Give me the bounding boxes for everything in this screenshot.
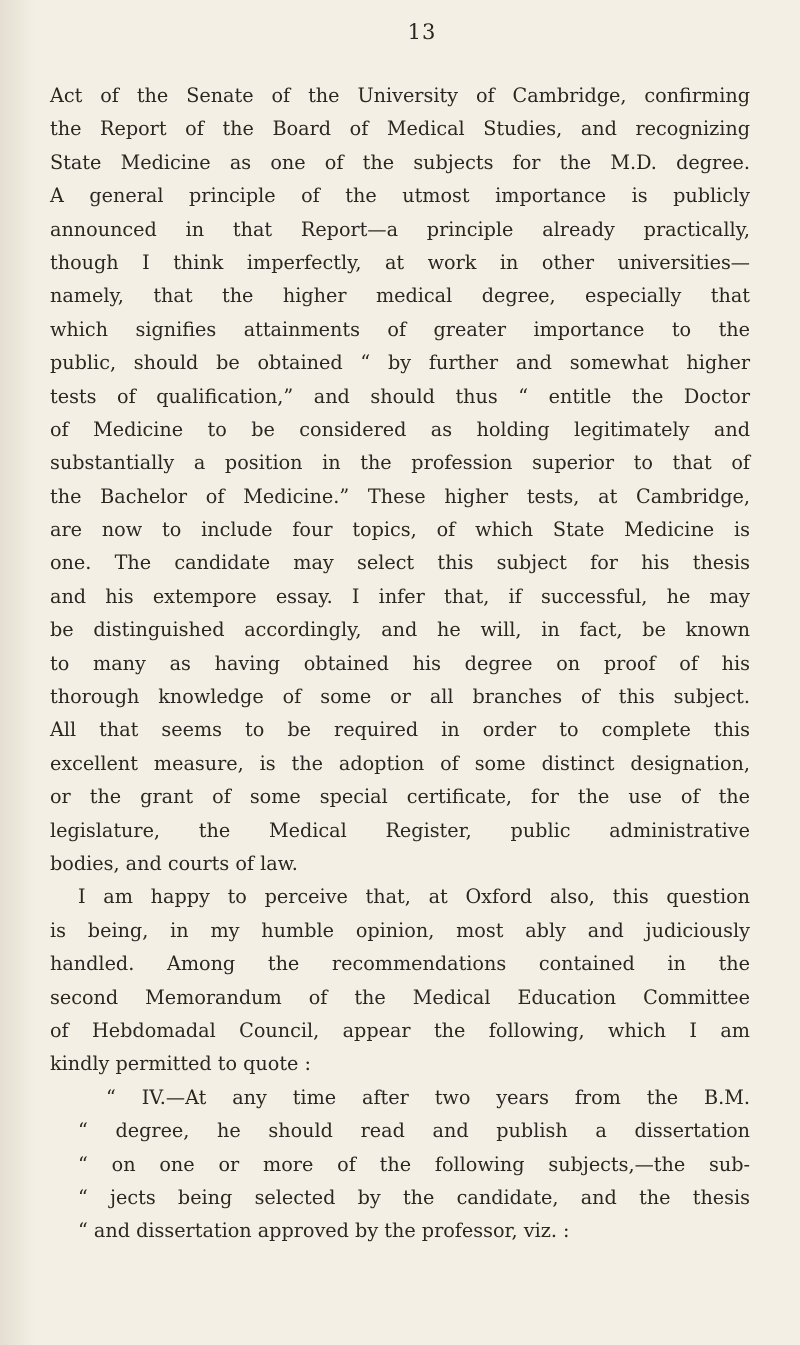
text-line: to many as having obtained his degree on proof of his bbox=[50, 651, 750, 675]
quote-line: “ on one or more of the following subjects,—the sub- bbox=[78, 1152, 750, 1176]
text-line: be distinguished accordingly, and he will, in fact, be known bbox=[50, 618, 750, 642]
text-line: tests of qualification,” and should thus “ entitle the Doctor bbox=[50, 384, 750, 408]
text-line: of Medicine to be considered as holding legitimately and bbox=[50, 417, 750, 441]
book-page bbox=[50, 10, 750, 1248]
quote-line: “ IV.—At any time after two years from the B.M. bbox=[106, 1085, 750, 1109]
page-body bbox=[50, 79, 750, 1248]
text-line: announced in that Report—a principle already practically, bbox=[50, 217, 750, 241]
text-line: which signifies attainments of greater importance to the bbox=[50, 317, 750, 341]
text-line: though I think imperfectly, at work in other universities— bbox=[50, 250, 750, 274]
text-line: is being, in my humble opinion, most ably and judiciously bbox=[50, 918, 750, 942]
text-line: or the grant of some special certificate, for the use of the bbox=[50, 785, 750, 809]
text-line: of Hebdomadal Council, appear the following, which I am bbox=[50, 1018, 750, 1042]
text-line: substantially a position in the profession superior to that of bbox=[50, 451, 750, 475]
text-line: State Medicine as one of the subjects for the M.D. degree. bbox=[50, 150, 750, 174]
text-line: I am happy to perceive that, at Oxford also, this question bbox=[78, 885, 750, 909]
quote-line: “ degree, he should read and publish a dissertation bbox=[78, 1119, 750, 1143]
text-line: Act of the Senate of the University of Cambridge, confirming bbox=[50, 84, 750, 107]
text-line: A general principle of the utmost importance is publicly bbox=[50, 184, 750, 208]
text-line: All that seems to be required in order to complete this bbox=[50, 718, 750, 742]
page-edge-shadow bbox=[0, 0, 34, 1345]
text-line: legislature, the Medical Register, public administrative bbox=[50, 818, 750, 842]
text-line: and his extempore essay. I infer that, if successful, he may bbox=[50, 584, 750, 608]
text-line: kindly permitted to quote : bbox=[50, 1052, 311, 1076]
text-line: handled. Among the recommendations contained in the bbox=[50, 952, 750, 976]
text-line: one. The candidate may select this subject for his thesis bbox=[50, 551, 750, 575]
text-line: public, should be obtained “ by further and somewhat higher bbox=[50, 351, 750, 375]
page-number: 13 bbox=[407, 20, 437, 44]
text-line: the Report of the Board of Medical Studies, and recognizing bbox=[50, 117, 750, 141]
text-line: excellent measure, is the adoption of some distinct designation, bbox=[50, 751, 750, 775]
quote-line: “ jects being selected by the candidate, and the thesis bbox=[78, 1185, 750, 1209]
text-line: thorough knowledge of some or all branches of this subject. bbox=[50, 685, 750, 709]
text-line: second Memorandum of the Medical Education Committee bbox=[50, 985, 750, 1009]
quote-line: “ and dissertation approved by the professor, viz. : bbox=[78, 1219, 570, 1243]
text-line: the Bachelor of Medicine.” These higher tests, at Cambridge, bbox=[50, 484, 750, 508]
text-line: are now to include four topics, of which State Medicine is bbox=[50, 518, 750, 542]
text-line: namely, that the higher medical degree, especially that bbox=[50, 284, 750, 308]
text-line: bodies, and courts of law. bbox=[50, 851, 298, 875]
